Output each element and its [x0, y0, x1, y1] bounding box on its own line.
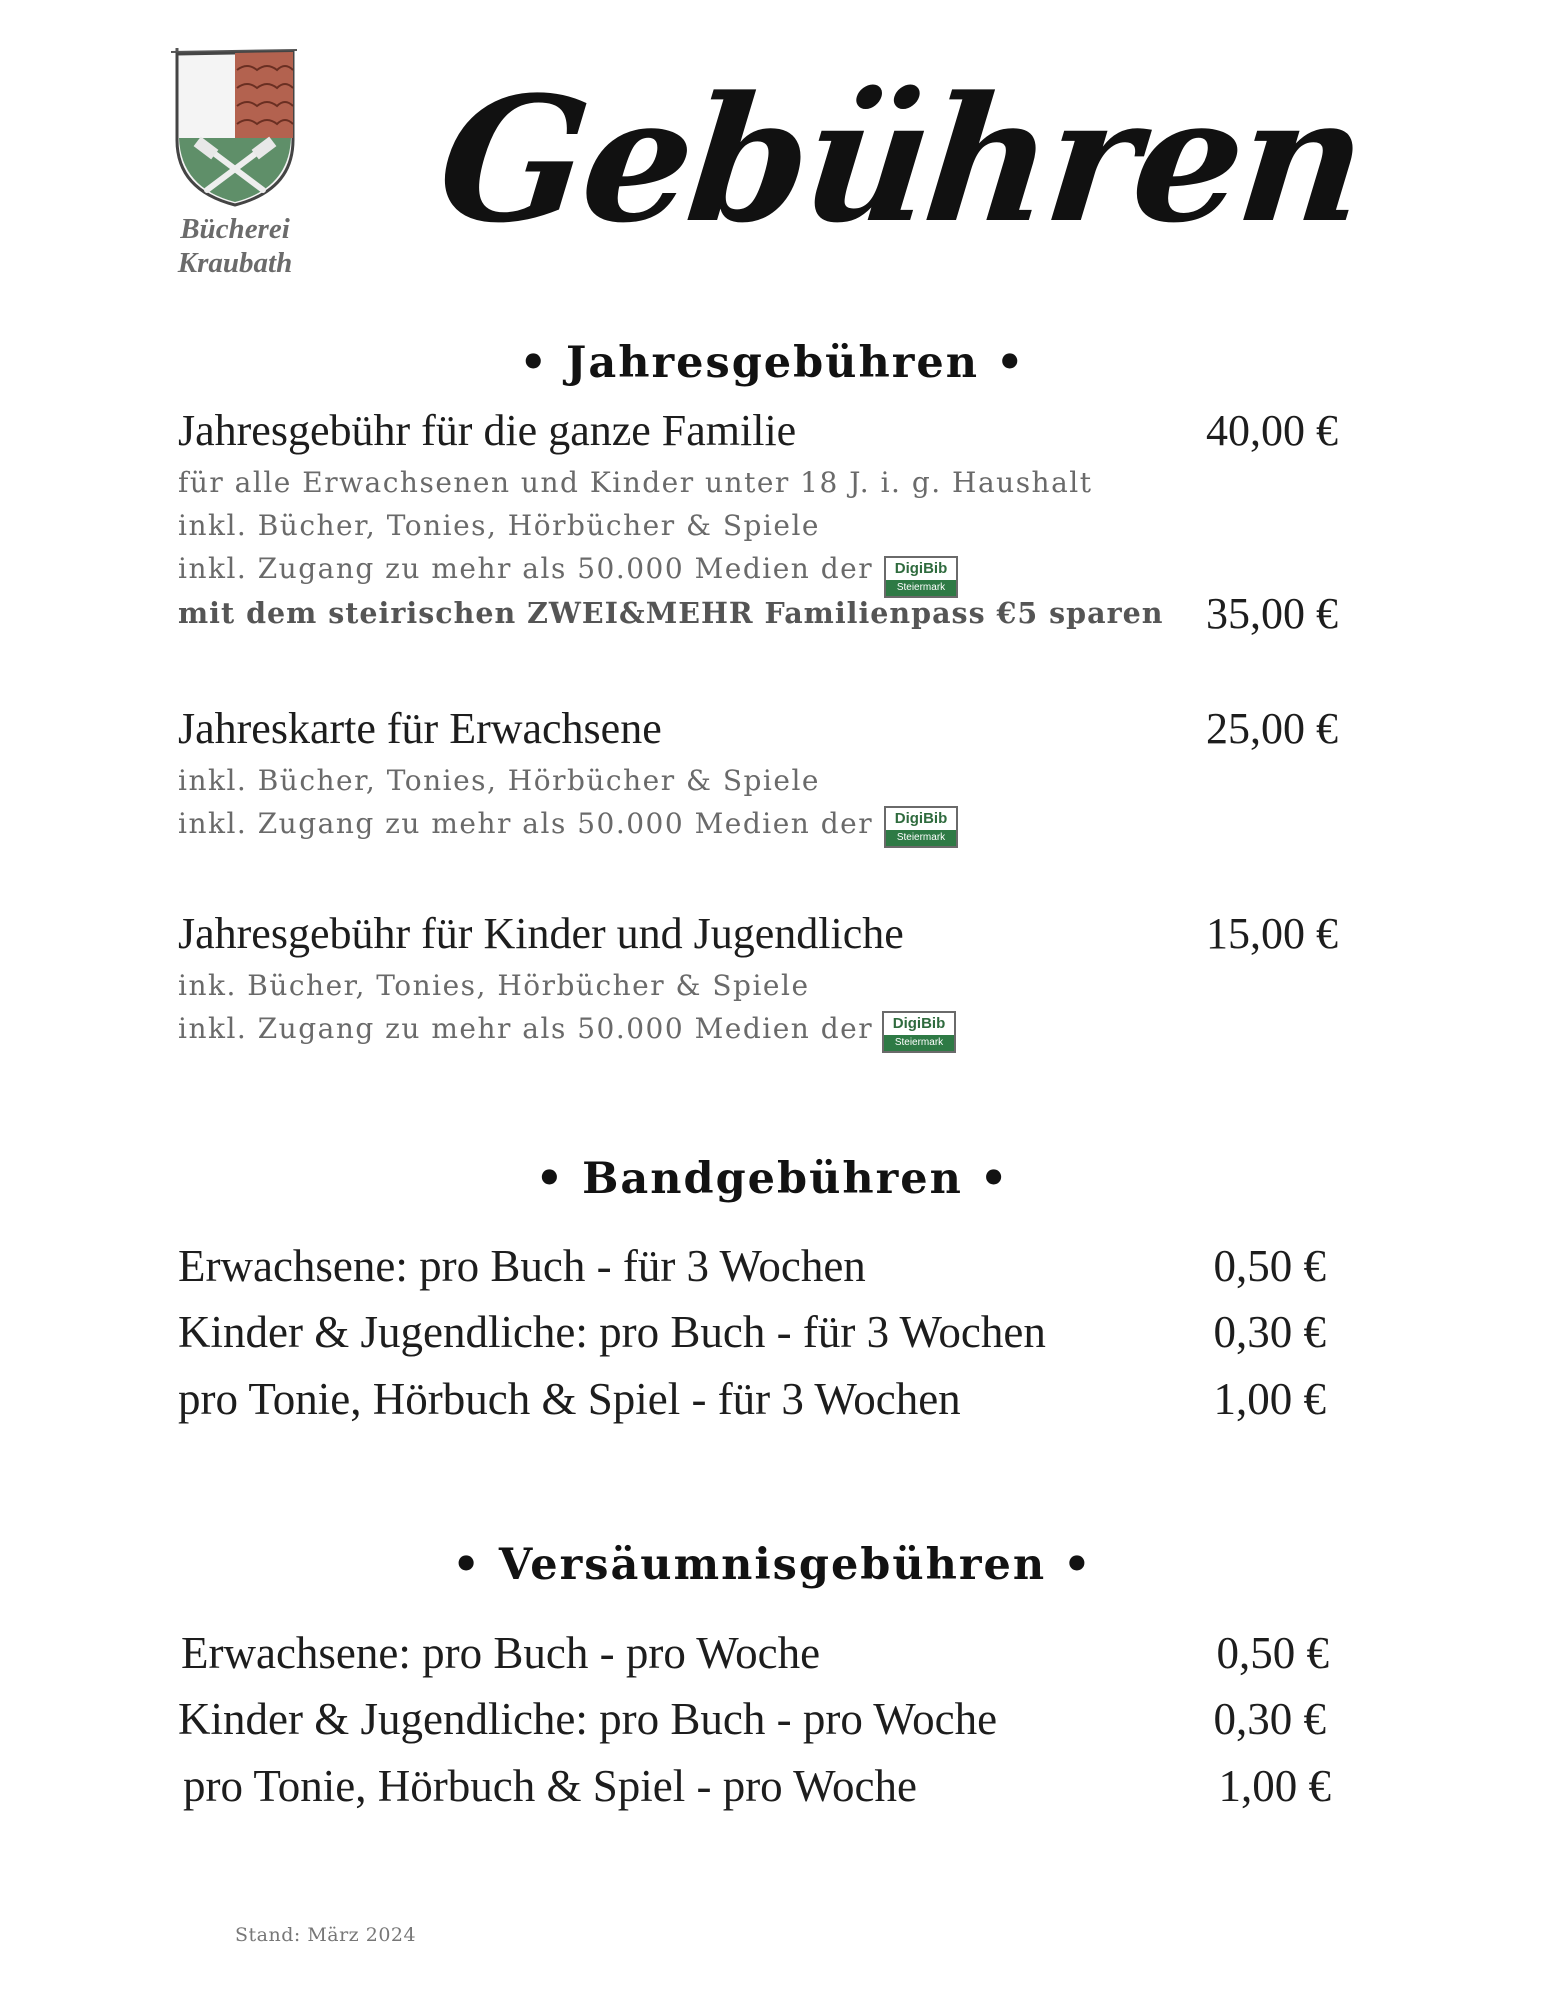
fee-item-family [178, 405, 1338, 461]
fee-price: 1,00 € [1213, 1374, 1326, 1424]
fee-line [178, 1693, 1326, 1749]
logo-text-line2: Kraubath [177, 247, 293, 279]
digibib-logo [882, 1011, 956, 1053]
fee-label: Jahresgebühr für Kinder und Jugendliche [178, 909, 904, 958]
discount-note: mit dem steirischen ZWEI&MEHR Familienpass €5 sparen [178, 596, 1164, 630]
section-heading-late: • Versäumnisgebühren • [452, 1540, 1093, 1590]
fee-price: 25,00 € [1206, 704, 1338, 753]
fee-price: 0,50 € [1213, 1241, 1326, 1291]
fee-price: 0,50 € [1216, 1628, 1329, 1678]
section-heading-loan: • Bandgebühren • [535, 1154, 1010, 1204]
fee-label: Kinder & Jugendliche: pro Buch - für 3 Wochen [178, 1307, 1046, 1357]
digibib-logo-text: DigiBib [894, 560, 948, 577]
fee-detail: ink. Bücher, Tonies, Hörbücher & Spiele [178, 969, 810, 1002]
fee-label: Jahresgebühr für die ganze Familie [178, 406, 797, 455]
fee-line [178, 1306, 1326, 1362]
library-logo [160, 40, 310, 290]
fee-detail: inkl. Bücher, Tonies, Hörbücher & Spiele [178, 764, 820, 797]
coat-of-arms-icon [165, 40, 305, 210]
digibib-logo [884, 806, 958, 848]
discount-price: 35,00 € [1206, 589, 1338, 638]
fee-detail: inkl. Zugang zu mehr als 50.000 Medien der [178, 1012, 874, 1045]
fee-detail: inkl. Bücher, Tonies, Hörbücher & Spiele [178, 509, 820, 542]
discount-price-row [178, 588, 1338, 644]
fee-detail: inkl. Zugang zu mehr als 50.000 Medien der [178, 552, 874, 585]
digibib-logo-subtext: Steiermark [884, 1035, 954, 1051]
fee-price: 0,30 € [1213, 1307, 1326, 1357]
fee-label: Kinder & Jugendliche: pro Buch - pro Woche [178, 1694, 998, 1744]
fee-label: Jahreskarte für Erwachsene [178, 704, 662, 753]
digibib-logo-text: DigiBib [894, 810, 948, 827]
page-title: Gebühren [430, 58, 1372, 261]
section-heading-annual: • Jahresgebühren • [519, 338, 1026, 388]
fee-label: pro Tonie, Hörbuch & Spiel - für 3 Wochen [178, 1374, 961, 1424]
fee-label: Erwachsene: pro Buch - pro Woche [181, 1628, 821, 1678]
fee-detail: inkl. Zugang zu mehr als 50.000 Medien der [178, 807, 874, 840]
fee-price: 40,00 € [1206, 406, 1338, 455]
fee-price: 0,30 € [1213, 1694, 1326, 1744]
fee-item-children [178, 908, 1338, 964]
fee-price: 15,00 € [1206, 909, 1338, 958]
fee-price: 1,00 € [1218, 1761, 1331, 1811]
fee-detail: für alle Erwachsenen und Kinder unter 18 J. i. g. Haushalt [178, 466, 1093, 499]
fee-label: pro Tonie, Hörbuch & Spiel - pro Woche [183, 1761, 917, 1811]
fee-line [178, 1373, 1326, 1429]
fee-line [181, 1627, 1329, 1683]
logo-text-line1: Bücherei [180, 213, 290, 245]
footer-date: Stand: März 2024 [235, 1924, 417, 1946]
digibib-logo-subtext: Steiermark [886, 830, 956, 846]
fee-line [178, 1240, 1326, 1296]
fee-item-adults [178, 703, 1338, 759]
fee-line [183, 1760, 1331, 1816]
digibib-logo-text: DigiBib [892, 1015, 946, 1032]
digibib-logo-subtext: Steiermark [886, 580, 956, 596]
fee-label: Erwachsene: pro Buch - für 3 Wochen [178, 1241, 866, 1291]
